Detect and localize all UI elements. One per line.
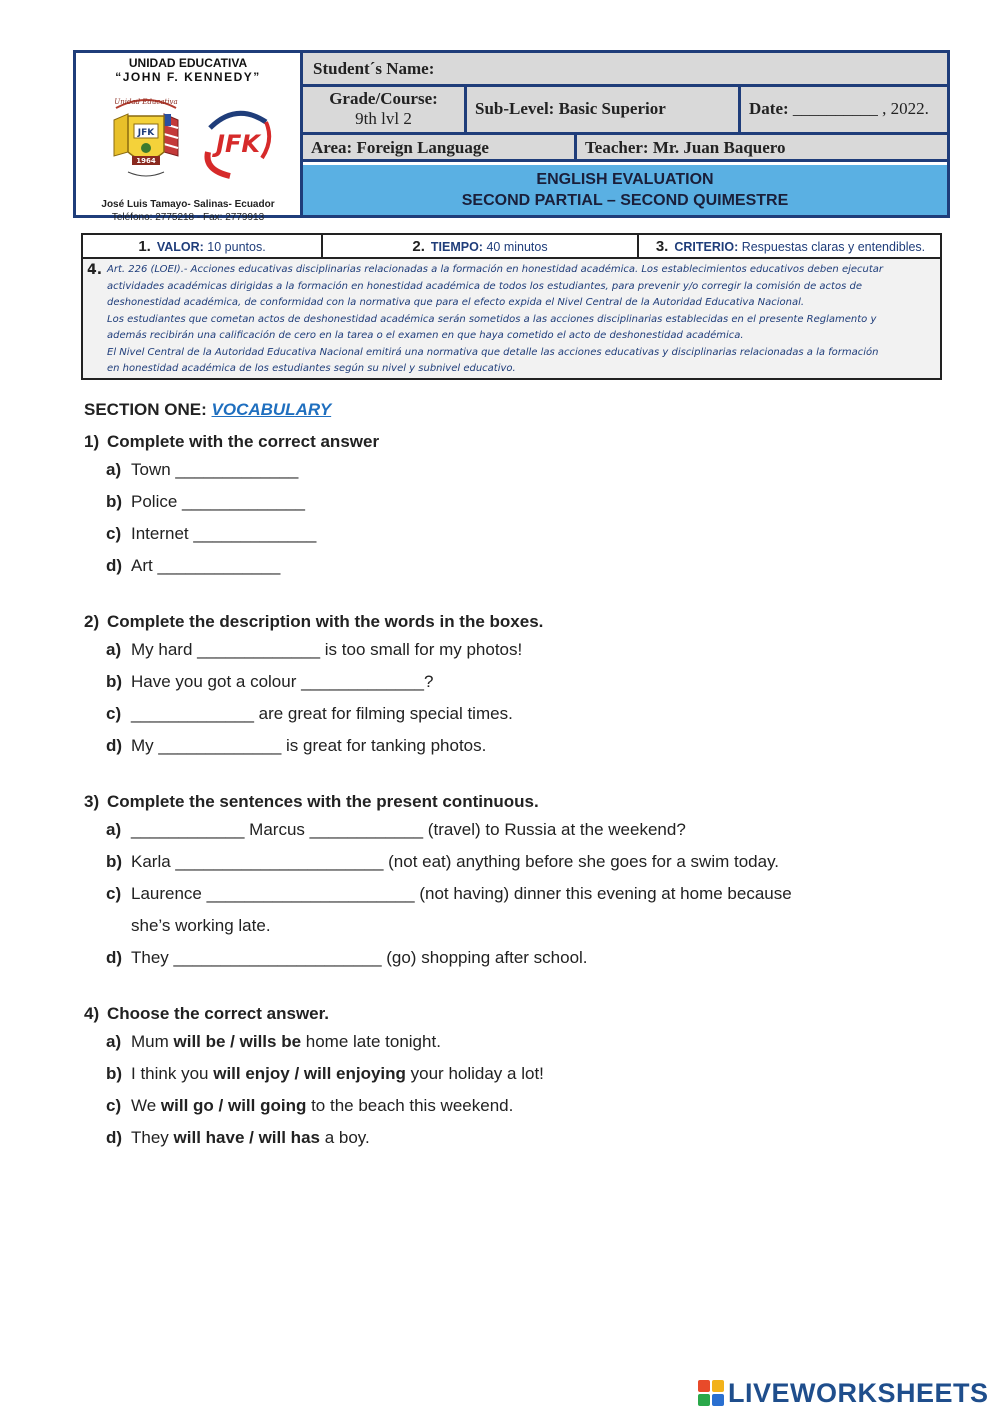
- answer-options[interactable]: will go / will going: [160, 1096, 307, 1115]
- question-item[interactable]: [106, 878, 964, 942]
- item-text: to the beach this weekend.: [306, 1096, 514, 1115]
- question-item[interactable]: [106, 486, 964, 518]
- criterion-number: 1.: [138, 238, 151, 255]
- school-contact: [76, 198, 300, 224]
- item-letter: a): [106, 640, 122, 659]
- school-phone: Teléfono: 2775218 - Fax: 2779913: [111, 212, 265, 223]
- area-cell: Area: Foreign Language: [303, 135, 577, 159]
- question-item[interactable]: [106, 846, 964, 878]
- logos: [76, 90, 300, 190]
- item-text: Laurence ______________________ (not having) dinner this evening at home because: [131, 884, 792, 903]
- section-link[interactable]: VOCABULARY: [211, 400, 332, 419]
- item-text: ____________ Marcus ____________ (travel) to Russia at the weekend?: [131, 820, 686, 839]
- item-text: Police _____________: [131, 492, 305, 511]
- item-letter: c): [106, 1096, 122, 1115]
- item-letter: c): [106, 704, 122, 723]
- question-2-title: [84, 612, 964, 634]
- question-text: Choose the correct answer.: [107, 1004, 330, 1023]
- item-text: I think you: [131, 1064, 214, 1083]
- article-line: Los estudiantes que cometan actos de deshonestidad académica serán sometidos a las acciones disciplinarias establecidas en el presente Reglamento y: [107, 313, 877, 325]
- question-item[interactable]: [106, 634, 964, 666]
- answer-options[interactable]: will have / will has: [173, 1128, 320, 1147]
- item-text: They ______________________ (go) shopping after school.: [131, 948, 588, 967]
- item-text: Art _____________: [131, 556, 281, 575]
- criteria-row: [83, 235, 940, 259]
- question-1-title: [84, 432, 964, 454]
- question-number: 3): [84, 792, 100, 811]
- item-letter: b): [106, 492, 123, 511]
- question-item[interactable]: [106, 1122, 964, 1154]
- school-name: [76, 56, 300, 84]
- area-row: [303, 135, 947, 162]
- student-name-field[interactable]: Student´s Name:: [303, 53, 947, 87]
- question-item[interactable]: [106, 698, 964, 730]
- item-text: home late tonight.: [301, 1032, 441, 1051]
- evaluation-title-line1: ENGLISH EVALUATION: [536, 171, 714, 188]
- item-letter: a): [106, 820, 122, 839]
- item-letter: b): [106, 852, 123, 871]
- question-number: 4): [84, 1004, 100, 1023]
- question-item[interactable]: [106, 730, 964, 762]
- exam-header: [73, 50, 950, 223]
- item-text: Have you got a colour _____________?: [131, 672, 434, 691]
- criterion-text: 40 minutos: [482, 240, 548, 254]
- item-letter: a): [106, 460, 122, 479]
- date-field[interactable]: [741, 87, 947, 132]
- criterion-text: 10 puntos.: [203, 240, 266, 254]
- criterion-number: 3.: [655, 238, 669, 255]
- item-letter: d): [106, 948, 123, 967]
- criterion-key: TIEMPO:: [430, 240, 483, 254]
- school-address: José Luis Tamayo- Salinas- Ecuador: [101, 199, 275, 210]
- teacher-cell: Teacher: Mr. Juan Baquero: [577, 135, 947, 159]
- criterion-key: CRITERIO:: [674, 240, 739, 254]
- worksheet-content: [84, 400, 964, 1154]
- item-text: a boy.: [319, 1128, 370, 1147]
- item-letter: c): [106, 524, 122, 543]
- question-item[interactable]: [106, 814, 964, 846]
- date-label: Date:: [749, 99, 789, 118]
- school-logo-cell: [76, 53, 303, 223]
- section-label: SECTION ONE:: [84, 400, 212, 419]
- grade-label: Grade/Course:: [329, 89, 438, 108]
- item-text: My hard _____________ is too small for my photos!: [131, 640, 523, 659]
- question-number: 1): [84, 432, 100, 451]
- evaluation-title-line2: SECOND PARTIAL – SECOND QUIMESTRE: [461, 192, 789, 209]
- evaluation-title: [303, 165, 947, 215]
- question-item[interactable]: [106, 1058, 964, 1090]
- jfk-logo-icon: [196, 100, 276, 180]
- item-text: Karla ______________________ (not eat) anything before she goes for a swim today.: [131, 852, 780, 871]
- answer-options[interactable]: will be / wills be: [173, 1032, 302, 1051]
- liveworksheets-mark-icon: [698, 1380, 724, 1406]
- sublevel-cell: Sub-Level: Basic Superior: [467, 87, 741, 132]
- criterion-time: [323, 235, 639, 257]
- question-4-title: [84, 1004, 964, 1026]
- item-text: They: [131, 1128, 174, 1147]
- item-letter: d): [106, 736, 123, 755]
- item-letter: a): [106, 1032, 122, 1051]
- item-text: Mum: [131, 1032, 174, 1051]
- item-text: Internet _____________: [131, 524, 317, 543]
- item-letter: d): [106, 556, 123, 575]
- date-value: __________ , 2022.: [788, 99, 929, 118]
- liveworksheets-logo[interactable]: [698, 1376, 989, 1410]
- item-text: We: [131, 1096, 161, 1115]
- grade-row: [303, 87, 947, 135]
- crest-jfk-text: JFK: [137, 128, 155, 138]
- question-item[interactable]: [106, 518, 964, 550]
- school-name-line1: UNIDAD EDUCATIVA: [128, 56, 248, 70]
- article-line: actividades académicas dirigidas a la formación en honestidad académica de todos los estudiantes, para prevenir y/o corregir la comisión de actos de: [107, 280, 862, 292]
- item-text: your holiday a lot!: [405, 1064, 544, 1083]
- item-letter: d): [106, 1128, 123, 1147]
- grade-value: 9th lvl 2: [355, 109, 412, 128]
- criterion-criteria: [639, 235, 942, 257]
- criterion-key: VALOR:: [156, 240, 204, 254]
- question-item[interactable]: [106, 942, 964, 974]
- question-text: Complete the description with the words in the boxes.: [107, 612, 544, 631]
- jfk-logo-text: JFK: [216, 130, 260, 158]
- liveworksheets-text: LIVEWORKSHEETS: [728, 1377, 989, 1408]
- school-name-line2: “JOHN F. KENNEDY”: [115, 70, 261, 84]
- question-text: Complete the sentences with the present continuous.: [107, 792, 539, 811]
- crest-text: Unidad Educativa: [114, 98, 178, 106]
- item-letter: c): [106, 884, 122, 903]
- article-line: El Nivel Central de la Autoridad Educativa Nacional emitirá una normativa que detalle las acciones educativas y disciplinarias relacionadas a la formación: [107, 346, 879, 358]
- question-number: 2): [84, 612, 100, 631]
- criterion-value: [83, 235, 323, 257]
- grade-cell: [303, 87, 467, 132]
- item-text-continued: she’s working late.: [131, 916, 271, 935]
- item-text: My _____________ is great for tanking photos.: [131, 736, 487, 755]
- criteria-box: [81, 233, 942, 380]
- item-text: Town _____________: [131, 460, 299, 479]
- crest-year: 1964: [136, 157, 156, 165]
- item-letter: b): [106, 1064, 123, 1083]
- article-text: [87, 262, 937, 378]
- article-line: deshonestidad académica, de conformidad con la normativa que para el efecto expida el Nivel Central de la Autoridad Educativa Nacional.: [107, 297, 805, 308]
- answer-options[interactable]: will enjoy / will enjoying: [213, 1064, 406, 1083]
- question-text: Complete with the correct answer: [107, 432, 380, 451]
- item-letter: b): [106, 672, 123, 691]
- section-title: [84, 400, 964, 422]
- question-item[interactable]: [106, 550, 964, 582]
- question-3-title: [84, 792, 964, 814]
- article-line: Art. 226 (LOEI).- Acciones educativas disciplinarias relacionadas a la formación en honestidad académica. Los establecimientos educativos deben ejecutar: [107, 264, 884, 275]
- question-item[interactable]: [106, 454, 964, 486]
- question-item[interactable]: [106, 1090, 964, 1122]
- question-item[interactable]: [106, 1026, 964, 1058]
- article-line: además recibirán una calificación de cero en la tarea o el examen en que haya cometido el acto de deshonestidad académica.: [107, 330, 744, 341]
- criterion-text: Respuestas claras y entendibles.: [738, 240, 926, 254]
- question-item[interactable]: [106, 666, 964, 698]
- criterion-number: 4.: [87, 262, 103, 278]
- school-crest-icon: [106, 90, 186, 186]
- item-text: _____________ are great for filming special times.: [131, 704, 513, 723]
- criterion-number: 2.: [412, 238, 425, 255]
- article-line: en honestidad académica de los estudiantes según su nivel y subnivel educativo.: [107, 363, 516, 374]
